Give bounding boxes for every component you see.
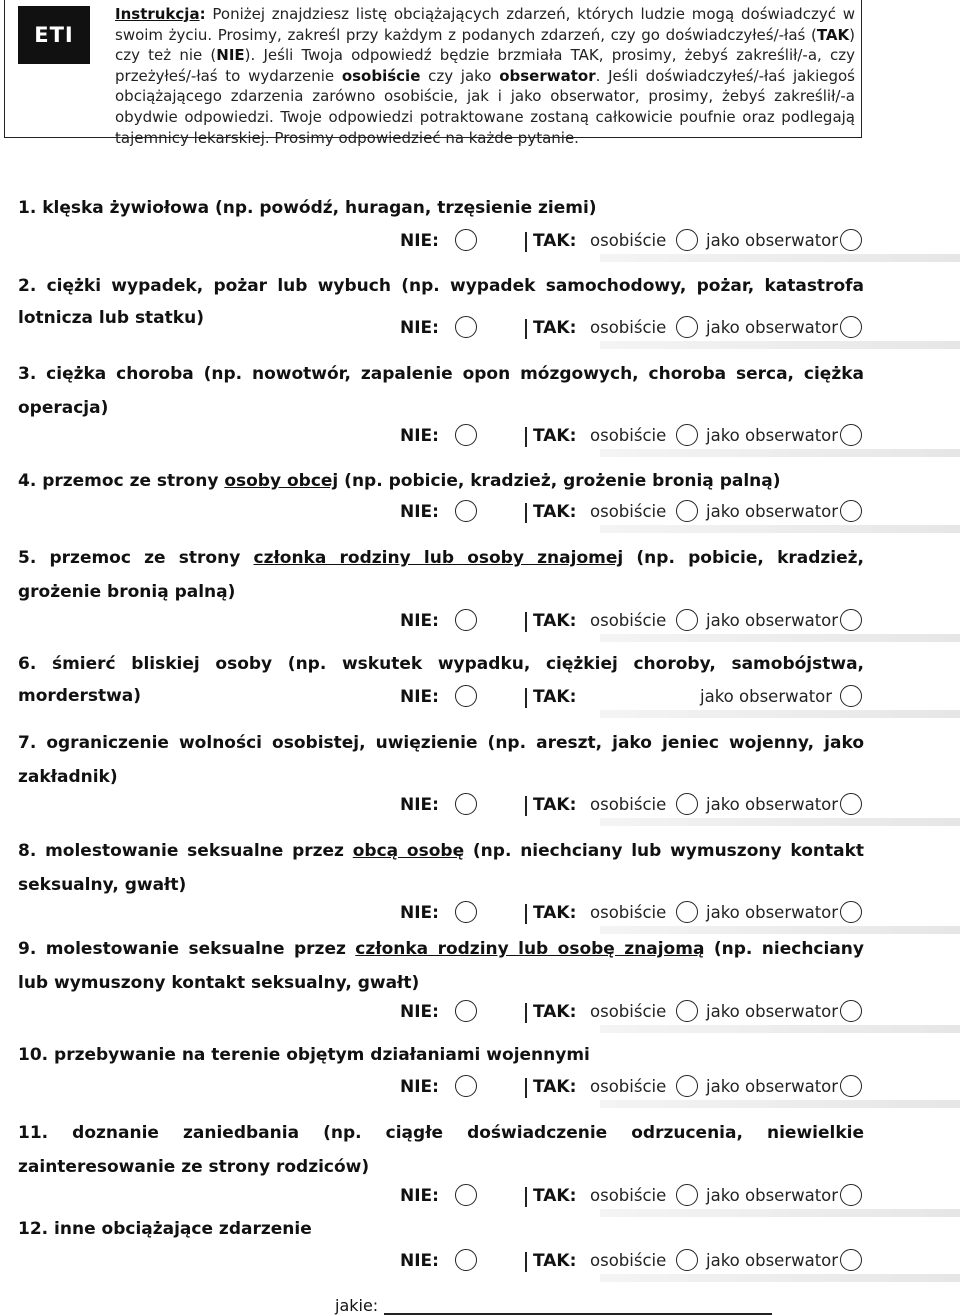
instruction-nie: NIE [216,46,245,65]
separator [525,904,527,924]
personal-label: osobiście [590,426,667,445]
tak-label: TAK: [533,903,577,923]
nie-label: NIE: [400,687,439,707]
personal-checkbox[interactable] [676,609,698,631]
tak-label: TAK: [533,611,577,631]
separator [525,232,527,252]
nie-label: NIE: [400,231,439,251]
personal-checkbox[interactable] [676,500,698,522]
personal-checkbox[interactable] [676,229,698,251]
observer-checkbox[interactable] [840,316,862,338]
observer-checkbox[interactable] [840,424,862,446]
instruction-obserwator: obserwator [499,66,596,85]
question-text: 5. przemoc ze strony [18,548,254,568]
nie-label: NIE: [400,611,439,631]
tak-label: TAK: [533,502,577,522]
nie-label: NIE: [400,318,439,338]
other-event-label: jakie: [335,1296,379,1315]
eti-logo: ETI [18,6,90,64]
nie-label: NIE: [400,1077,439,1097]
personal-label: osobiście [590,1186,667,1205]
personal-checkbox[interactable] [676,901,698,923]
question-text: 11. doznanie zaniedbania (np. ciągłe doświadczenie odrzucenia, niewielkie zainteresowanie ze strony rodziców) [18,1123,864,1177]
nie-checkbox[interactable] [455,1000,477,1022]
observer-checkbox[interactable] [840,229,862,251]
observer-checkbox[interactable] [840,685,862,707]
question-text: 10. przebywanie na terenie objętym działaniami wojennymi [18,1045,590,1065]
row-shade [600,710,960,718]
personal-label: osobiście [590,611,667,630]
row-shade [600,1025,960,1033]
question-text: 2. ciężki wypadek, pożar lub wybuch (np. wypadek samochodowy, pożar, katastrofa lotnicza lub statku) [18,276,864,328]
observer-label: jako obserwator [706,1251,839,1270]
nie-checkbox[interactable] [455,901,477,923]
answer-row-10 [0,1075,960,1105]
answer-row-7 [0,793,960,823]
row-shade [600,254,960,262]
question-text: 8. molestowanie seksualne przez [18,841,353,861]
observer-label: jako obserwator [706,1186,839,1205]
observer-label: jako obserwator [706,502,839,521]
tak-label: TAK: [533,231,577,251]
personal-label: osobiście [590,231,667,250]
personal-checkbox[interactable] [676,793,698,815]
row-shade [600,341,960,349]
question-text: 1. klęska żywiołowa (np. powódź, huragan, trzęsienie ziemi) [18,198,597,218]
answer-row-3 [0,424,960,454]
instruction-osobiscie: osobiście [341,66,421,85]
personal-checkbox[interactable] [676,1184,698,1206]
question-emphasis: członka rodziny lub osobę znajomą [355,939,705,959]
nie-label: NIE: [400,795,439,815]
nie-checkbox[interactable] [455,500,477,522]
instruction-heading: Instrukcja [115,5,200,23]
separator [525,1187,527,1207]
question-1 [18,192,864,224]
observer-label: jako obserwator [706,1077,839,1096]
answer-row-6 [0,685,960,715]
answer-row-9 [0,1000,960,1030]
personal-label: osobiście [590,1077,667,1096]
row-shade [600,1274,960,1282]
separator [525,1078,527,1098]
separator [525,796,527,816]
question-text: (np. niechciany lub wymuszony kontakt seksualny, gwałt) [18,939,864,993]
question-4 [18,465,864,497]
nie-checkbox[interactable] [455,229,477,251]
answer-row-2 [0,316,960,346]
tak-label: TAK: [533,318,577,338]
question-text: (np. pobicie, kradzież, grożenie bronią palną) [18,548,865,602]
separator [525,1003,527,1023]
separator [525,319,527,339]
nie-checkbox[interactable] [455,1184,477,1206]
instruction-part: Poniżej znajdziesz listę obciążających zdarzeń, których ludzie mogą doświadczyć w swoim życiu. Prosimy, zakreśl przy każdym z podanych zdarzeń, czy go doświadczyłeś/-łaś ( [115,5,855,44]
personal-label: osobiście [590,318,667,337]
separator [525,503,527,523]
tak-label: TAK: [533,426,577,446]
question-text: (np. niechciany lub wymuszony kontakt seksualny, gwałt) [18,841,865,895]
question-emphasis: obcą osobę [352,841,465,861]
answer-row-1 [0,229,960,259]
question-9 [18,932,864,1000]
nie-label: NIE: [400,903,439,923]
nie-checkbox[interactable] [455,1075,477,1097]
observer-label: jako obserwator [706,231,839,250]
instruction-box [4,0,862,147]
separator [525,688,527,708]
tak-label: TAK: [533,687,577,707]
nie-checkbox[interactable] [455,793,477,815]
row-shade [600,634,960,642]
answer-row-4 [0,500,960,530]
answer-row-11 [0,1184,960,1214]
instruction-part: . Jeśli doświadczyłeś/-łaś jakiegoś obciążającego zdarzenia zarówno osobiście, jak i jako obserwator, prosimy, żebyś zakreślił/-a obydwie odpowiedzi. Twoje odpowiedzi potraktowane zostaną całkowicie poufnie oraz podlegają tajemnicy lekarskiej. Prosimy odpowiedzieć na każde pytanie. [115,66,855,147]
observer-label: jako obserwator [706,795,839,814]
observer-label: jako obserwator [706,1002,839,1021]
question-text: 7. ograniczenie wolności osobistej, uwięzienie (np. areszt, jako jeniec wojenny, jako zakładnik) [18,733,864,787]
personal-label: osobiście [590,1002,667,1021]
observer-checkbox[interactable] [840,500,862,522]
other-event-field[interactable] [384,1313,772,1315]
observer-label: jako obserwator [706,426,839,445]
nie-label: NIE: [400,426,439,446]
personal-checkbox[interactable] [676,424,698,446]
answer-row-12 [0,1249,960,1279]
personal-label: osobiście [590,795,667,814]
observer-label: jako obserwator [706,903,839,922]
nie-label: NIE: [400,1002,439,1022]
answer-row-5 [0,609,960,639]
nie-checkbox[interactable] [455,1249,477,1271]
separator [525,1252,527,1272]
question-8 [18,834,864,902]
row-shade [600,449,960,457]
question-7 [18,726,864,794]
row-shade [600,525,960,533]
nie-label: NIE: [400,1251,439,1271]
nie-label: NIE: [400,1186,439,1206]
question-emphasis: osoby obcej [224,471,339,491]
question-text: 9. molestowanie seksualne przez [18,939,356,959]
personal-checkbox[interactable] [676,1000,698,1022]
observer-label: jako obserwator [706,611,839,630]
separator [525,427,527,447]
tak-label: TAK: [533,1002,577,1022]
personal-checkbox[interactable] [676,1075,698,1097]
question-emphasis: członka rodziny lub osoby znajomej [253,548,624,568]
personal-label: osobiście [590,502,667,521]
observer-label: jako obserwator [706,318,839,337]
observer-checkbox[interactable] [840,793,862,815]
question-text: 6. śmierć bliskiej osoby (np. wskutek wypadku, ciężkiej choroby, samobójstwa, morderstwa) [18,654,864,706]
row-shade [600,818,960,826]
nie-checkbox[interactable] [455,685,477,707]
answer-row-8 [0,901,960,931]
question-12 [18,1213,864,1245]
tak-label: TAK: [533,795,577,815]
observer-checkbox[interactable] [840,1000,862,1022]
personal-label: osobiście [590,1251,667,1270]
question-5 [18,541,864,609]
question-text: 12. inne obciążające zdarzenie [18,1219,312,1239]
separator [525,612,527,632]
question-10 [18,1039,864,1071]
question-text: 3. ciężka choroba (np. nowotwór, zapalenie opon mózgowych, choroba serca, ciężka operacja) [18,364,864,418]
personal-checkbox[interactable] [676,316,698,338]
observer-checkbox[interactable] [840,1184,862,1206]
question-11 [18,1116,864,1184]
question-text: 4. przemoc ze strony [18,471,225,491]
nie-checkbox[interactable] [455,316,477,338]
question-text: (np. pobicie, kradzież, grożenie bronią palną) [338,471,781,491]
observer-checkbox[interactable] [840,1249,862,1271]
instruction-part: ). Jeśli Twoja odpowiedź będzie brzmiała TAK, prosimy, żebyś zakreślił/-a, czy przeżyłeś/-łaś to wydarzenie [115,46,855,85]
observer-checkbox[interactable] [840,1075,862,1097]
nie-checkbox[interactable] [455,424,477,446]
nie-label: NIE: [400,502,439,522]
instruction-tak: TAK [816,25,850,44]
instruction-text: Instrukcja: Poniżej znajdziesz listę obciążających zdarzeń, których ludzie mogą doświadczyć w swoim życiu. Prosimy, zakreśl przy każdym z podanych zdarzeń, czy go doświadczyłeś/-łaś (TAK) czy też nie (NIE). Jeśli Twoja odpowiedź będzie brzmiała TAK, prosimy, żebyś zakreślił/-a, czy przeżyłeś/-łaś to wydarzenie osobiście czy jako obserwator. Jeśli doświadczyłeś/-łaś jakiegoś obciążającego zdarzenia zarówno osobiście, jak i jako obserwator, prosimy, żebyś zakreślił/-a obydwie odpowiedzi. Twoje odpowiedzi potraktowane zostaną całkowicie poufnie oraz podlegają tajemnicy lekarskiej. Prosimy odpowiedzieć na każde pytanie. [115,5,855,147]
tak-label: TAK: [533,1251,577,1271]
observer-checkbox[interactable] [840,901,862,923]
tak-label: TAK: [533,1186,577,1206]
instruction-part: ) czy też nie ( [115,25,855,65]
question-3 [18,357,864,425]
row-shade [600,1100,960,1108]
tak-label: TAK: [533,1077,577,1097]
observer-label: jako obserwator [700,687,833,706]
nie-checkbox[interactable] [455,609,477,631]
instruction-part: czy jako [420,66,500,85]
personal-label: osobiście [590,903,667,922]
observer-checkbox[interactable] [840,609,862,631]
personal-checkbox[interactable] [676,1249,698,1271]
